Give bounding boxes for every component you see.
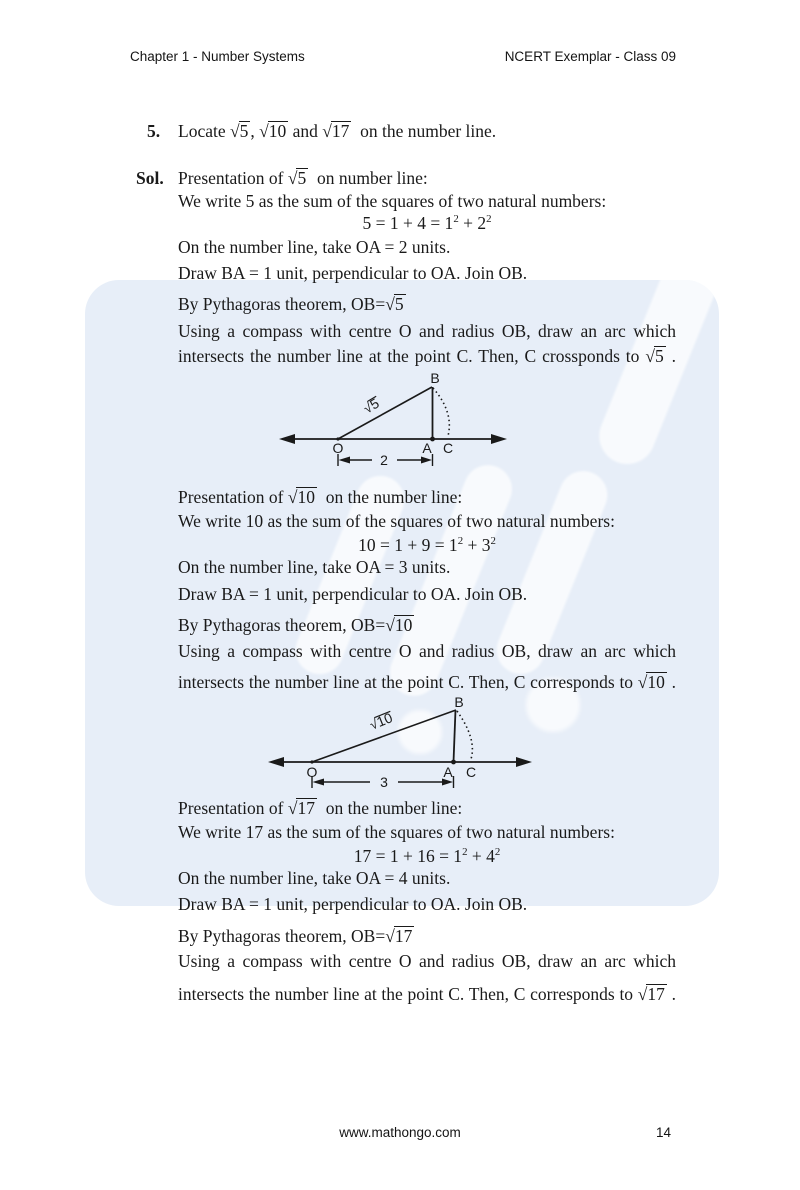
hypotenuse-label	[360, 394, 383, 416]
line-s10-sum: We write 10 as the sum of the squares of two natural numbers:	[178, 511, 615, 531]
diagram-sqrt5	[275, 372, 515, 476]
number-line	[279, 434, 507, 444]
line-s17-intersect: intersects the number line at the point C. Then, C corresponds to √17 .	[178, 984, 677, 1004]
dimension-value: 3	[380, 774, 388, 790]
line-s10-take: On the number line, take OA = 3 units.	[178, 557, 451, 577]
question-text: Locate √5 , √10 and √17 on the number line.	[178, 121, 497, 141]
line-s17-take: On the number line, take OA = 4 units.	[178, 868, 451, 888]
line-s5-take: On the number line, take OA = 2 units.	[178, 237, 451, 257]
label-O: O	[306, 764, 318, 780]
line-s17-pythagoras: By Pythagoras theorem, OB=√17	[178, 926, 413, 946]
label-A: A	[422, 440, 432, 456]
line-s5-draw: Draw BA = 1 unit, perpendicular to OA. Join OB.	[178, 263, 528, 283]
perpendicular-BA	[454, 710, 456, 762]
label-B: B	[430, 372, 440, 386]
solution-label: Sol.	[136, 168, 164, 188]
line-s5-compass: Using a compass with centre O and radius OB, draw an arc which	[178, 321, 676, 341]
svg-text:√10: √10	[367, 709, 395, 733]
svg-text:√5: √5	[360, 394, 382, 417]
line-s5-pythagoras: By Pythagoras theorem, OB=√5	[178, 294, 404, 314]
equation-s17: $17 = 1 + 16 = 1^2 + 4^2$	[353, 846, 501, 866]
hypotenuse-label	[367, 709, 395, 733]
diagram-sqrt10	[262, 697, 542, 792]
equation-s5: $5 = 1 + 4 = 1^2 + 2^2$	[362, 213, 492, 233]
line-s5-sum: We write 5 as the sum of the squares of two natural numbers:	[178, 191, 607, 211]
line-s5-intersect: intersects the number line at the point C. Then, C crossponds to √5 .	[178, 346, 676, 366]
arc-BC	[457, 711, 472, 759]
footer-website: www.mathongo.com	[339, 1125, 461, 1140]
line-s17-draw: Draw BA = 1 unit, perpendicular to OA. Join OB.	[178, 894, 528, 914]
label-C: C	[465, 764, 477, 780]
line-s17-title: Presentation of √17 on the number line:	[178, 798, 463, 818]
arc-BC	[433, 388, 449, 436]
line-s10-compass: Using a compass with centre O and radius OB, draw an arc which	[178, 641, 676, 661]
dimension-value: 2	[380, 452, 388, 468]
line-s17-compass: Using a compass with centre O and radius OB, draw an arc which	[178, 951, 676, 971]
line-s10-title: Presentation of √10 on the number line:	[178, 487, 463, 507]
dimension-OA	[312, 774, 454, 790]
hypotenuse-OB	[338, 387, 432, 439]
header-chapter-title: Chapter 1 - Number Systems	[130, 49, 305, 64]
right-arrow-icon	[516, 757, 532, 767]
footer-page-number: 14	[655, 1125, 671, 1140]
label-A: A	[443, 764, 453, 780]
line-s17-sum: We write 17 as the sum of the squares of two natural numbers:	[178, 822, 615, 842]
left-arrow-icon	[279, 434, 295, 444]
left-arrow-icon	[268, 757, 284, 767]
line-s10-intersect: intersects the number line at the point C. Then, C corresponds to √10 .	[178, 672, 677, 692]
header-book-title: NCERT Exemplar - Class 09	[504, 49, 676, 64]
dimension-OA	[338, 452, 433, 468]
label-B: B	[454, 697, 464, 710]
equation-s10: $10 = 1 + 9 = 1^2 + 3^2$	[358, 535, 496, 555]
label-O: O	[332, 440, 344, 456]
line-s10-pythagoras: By Pythagoras theorem, OB=√10	[178, 615, 413, 635]
line-s5-title: Presentation of √5 on number line:	[178, 168, 428, 188]
line-s10-draw: Draw BA = 1 unit, perpendicular to OA. Join OB.	[178, 584, 528, 604]
label-C: C	[442, 440, 454, 456]
question-number: 5.	[147, 121, 161, 141]
right-arrow-icon	[491, 434, 507, 444]
